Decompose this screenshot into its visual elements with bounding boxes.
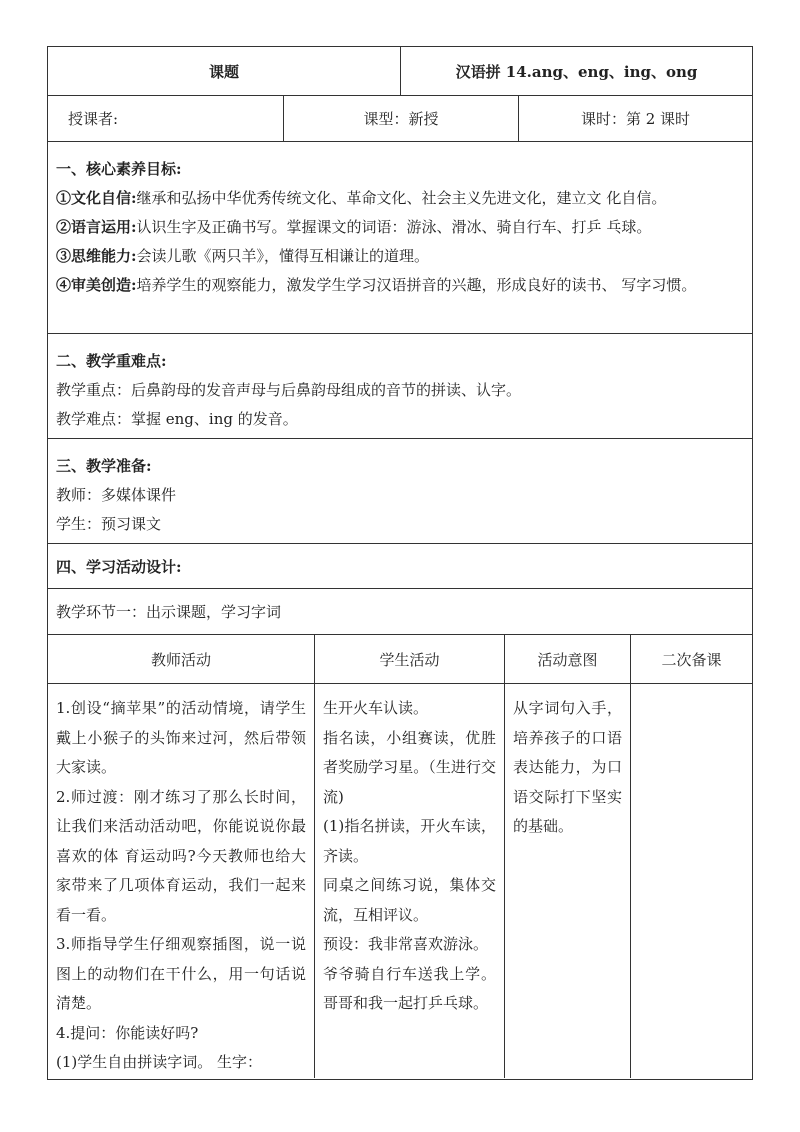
- key-point-line: 教学难点：掌握 eng、ing 的发音。: [56, 410, 298, 428]
- header-second-prep: 二次备课: [661, 650, 722, 669]
- section-key-points-heading: 二、教学重难点:: [56, 352, 167, 370]
- activity-body-row: [48, 684, 752, 1078]
- teacher-activity-item: 3.师指导学生仔细观察插图，说一说图上的动物们在干什么，用一句话说清楚。: [56, 935, 306, 1012]
- student-activity-item: 爷爷骑自行车送我上学。 哥哥和我一起打乒乓球。: [323, 964, 496, 1012]
- teacher-activity-item: 2.师过渡：刚才练习了那么长时间，让我们来活动活动吧，你能说说你最喜欢的体 育运动吗?今天教师也给大家带来了几项体育运动，我们一起来看一看。: [56, 787, 306, 924]
- section-goals-heading: 一、核心素养目标:: [56, 160, 182, 178]
- section-preparation: [48, 439, 752, 544]
- teacher-activity-cell: [48, 684, 315, 1078]
- title-value: 汉语拼 14.ang、eng、ing、ong: [455, 62, 698, 81]
- student-activity-item: 指名读，小组赛读，优胜者奖励学习星。（生进行交流): [323, 728, 496, 806]
- header-student-activity: 学生活动: [315, 635, 505, 683]
- lesson-plan-table: [47, 46, 753, 1080]
- goal-item: ①文化自信:继承和弘扬中华优秀传统文化、革命文化、社会主义先进文化，建立文 化自信。: [56, 189, 667, 207]
- section-preparation-heading: 三、教学准备:: [56, 457, 152, 475]
- key-point-line: 教学重点：后鼻韵母的发音声母与后鼻韵母组成的音节的拼读、认字。: [56, 381, 522, 399]
- title-row: [48, 47, 752, 96]
- section-activities-heading: 四、学习活动设计:: [56, 557, 182, 576]
- goal-item: ②语言运用:认识生字及正确书写。掌握课文的词语：游泳、滑冰、骑自行车、打乒 乓球。: [56, 218, 652, 236]
- header-teacher-activity: 教师活动: [48, 635, 315, 683]
- teacher-field: 授课者:: [48, 96, 284, 141]
- preparation-line: 学生：预习课文: [56, 515, 162, 533]
- student-activity-item: (1)指名拼读，开火车读，齐读。: [323, 817, 496, 865]
- activity-header-row: [48, 635, 752, 684]
- student-activity-item: 生开火车认读。: [323, 699, 429, 717]
- intent-cell: [505, 684, 631, 1078]
- goal-item: ④审美创造:培养学生的观察能力，激发学生学习汉语拼音的兴趣，形成良好的读书、 写字习惯。: [56, 276, 697, 294]
- lesson-time: 课时：第 2 课时: [580, 110, 691, 128]
- teacher-activity-item: 4.提问：你能读好吗?: [56, 1023, 199, 1042]
- title-label: 课题: [48, 47, 401, 95]
- header-intent: 活动意图: [505, 635, 631, 683]
- step-label: 教学环节一：出示课题，学习字词: [56, 603, 282, 621]
- lesson-type: 课型：新授: [284, 96, 519, 141]
- intent-text: 从字词句入手，培养孩子的口语表达能力，为口语交际打下坚实的基础。: [513, 699, 622, 835]
- teacher-activity-item: 1.创设“摘苹果”的活动情境，请学生戴上小猴子的头饰来过河，然后带领大家读。: [56, 699, 306, 776]
- student-activity-item: 预设：我非常喜欢游泳。: [323, 935, 489, 953]
- goal-item: ③思维能力:会读儿歌《两只羊》，懂得互相谦让的道理。: [56, 247, 430, 265]
- section-goals: [48, 142, 752, 334]
- teacher-activity-item: (1)学生自由拼读字词。 生字：: [56, 1053, 263, 1071]
- step-row: [48, 589, 752, 635]
- student-activity-item: 同桌之间练习说，集体交流，互相评议。: [323, 876, 496, 924]
- section-key-points: [48, 334, 752, 439]
- student-activity-cell: [315, 684, 505, 1078]
- section-activities: [48, 544, 752, 589]
- second-prep-cell: [631, 684, 752, 1078]
- info-row: [48, 96, 752, 142]
- preparation-line: 教师：多媒体课件: [56, 486, 177, 504]
